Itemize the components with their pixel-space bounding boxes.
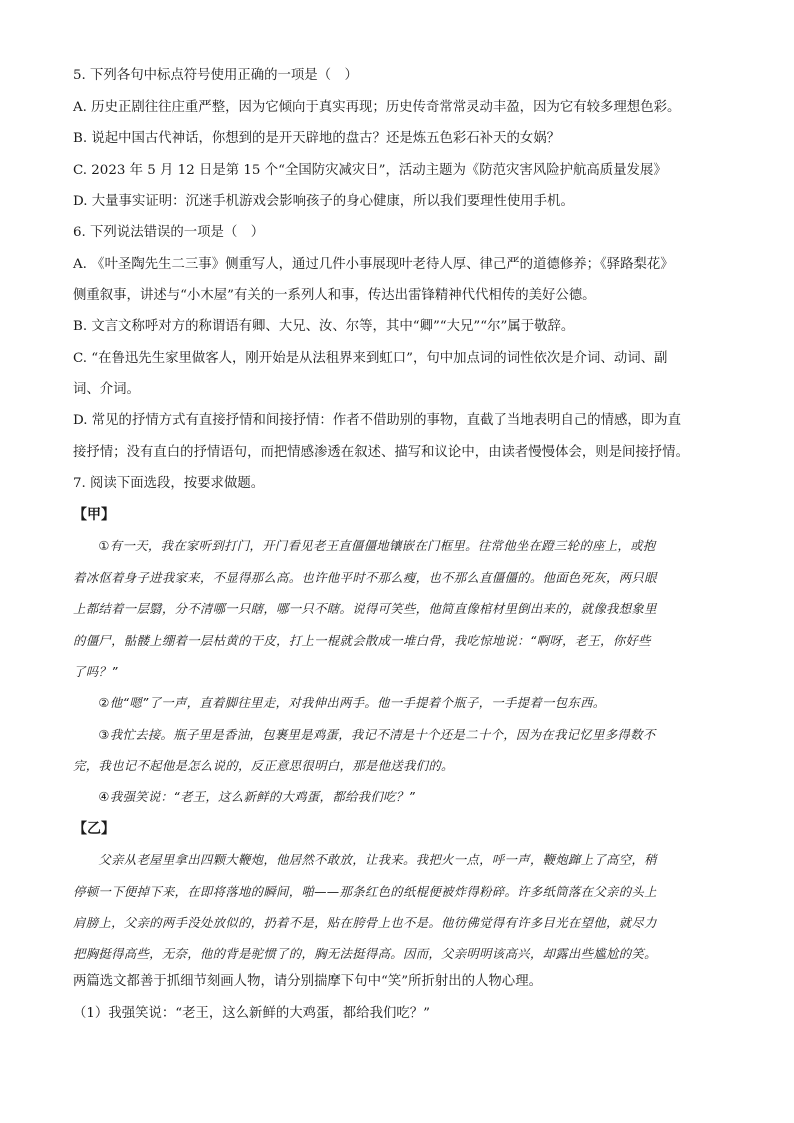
passage-jia-line: ①有一天，我在家听到打门，开门看见老王直僵僵地镶嵌在门框里。往常他坐在蹬三轮的座上，或抱 (73, 538, 656, 553)
passage-jia-line: ③我忙去接。瓶子里是香油，包裹里是鸡蛋，我记不清是十个还是二十个，因为在我记忆里多得数不 (73, 727, 656, 742)
passage-yi-line: 把胸挺得高些，无奈，他的背是驼惯了的，胸无法挺得高。因而，父亲明明该高兴，却露出些尴尬的笑。 (73, 946, 657, 961)
question-5-option-d: D. 大量事实证明：沉迷手机游戏会影响孩子的身心健康，所以我们要理性使用手机。 (73, 194, 574, 209)
question-7-stem: 7. 阅读下面选段，按要求做题。 (73, 476, 265, 491)
question-5-option-a: A. 历史正剧往往庄重严整，因为它倾向于真实再现；历史传奇常常灵动丰盈，因为它有较多理想色彩。 (73, 100, 681, 115)
passage-jia-line: 了吗？” (73, 664, 118, 679)
question-6-option-b: B. 文言文称呼对方的称谓语有卿、大兄、汝、尔等，其中“卿”“大兄”“尔”属于敬辞。 (73, 319, 575, 334)
question-6-option-a-line1: A. 《叶圣陶先生二三事》侧重写人，通过几件小事展现叶老待人厚、律己严的道德修养；《驿路梨花》 (73, 257, 674, 272)
passage-jia-line: ②他“嗯”了一声，直着脚往里走，对我伸出两手。他一手提着个瓶子，一手提着一包东西。 (73, 695, 606, 710)
passage-jia-line: ④我强笑说：“老王，这么新鲜的大鸡蛋，都给我们吃？” (73, 789, 416, 804)
question-7-subquestion-1: （1）我强笑说：“老王，这么新鲜的大鸡蛋，都给我们吃？” (73, 1006, 430, 1021)
question-6-option-d-line1: D. 常见的抒情方式有直接抒情和间接抒情：作者不借助别的事物，直截了当地表明自己的情感，即为直 (73, 413, 681, 428)
question-6-option-d-line2: 接抒情；没有直白的抒情语句，而把情感渗透在叙述、描写和议论中，由读者慢慢体会，则是间接抒情。 (73, 445, 689, 460)
passage-yi-line: 停顿一下便掉下来，在即将落地的瞬间，啪——那条红色的纸棍便被炸得粉碎。许多纸筒落在父亲的头上 (73, 884, 657, 899)
question-6-option-c-line2: 词、介词。 (73, 382, 140, 397)
question-5-stem: 5. 下列各句中标点符号使用正确的一项是（ ） (73, 68, 358, 83)
passage-jia-line: 着冰伛着身子进我家来，不显得那么高。也许他平时不那么瘦，也不那么直僵僵的。他面色死灰，两只眼 (73, 570, 657, 585)
passage-yi-line: 肩膀上，父亲的两手没处放似的，扔着不是，贴在胯骨上也不是。他彷佛觉得有许多目光在望他，就尽力 (73, 915, 657, 930)
question-6-option-c-line1: C. “在鲁迅先生家里做客人，刚开始是从法租界来到虹口”，句中加点词的词性依次是介词、动词、副 (73, 351, 668, 366)
passage-jia-label: 【甲】 (73, 507, 115, 523)
passage-jia-line: 完，我也记不起他是怎么说的，反正意思很明白，那是他送我们的。 (73, 758, 454, 773)
question-6-option-a-line2: 侧重叙事，讲述与“小木屋”有关的一系列人和事，传达出雷锋精神代代相传的美好公德。 (73, 288, 596, 303)
passage-jia-line: 的僵尸，骷髅上绷着一层枯黄的干皮，打上一棍就会散成一堆白骨，我吃惊地说：“啊呀，老王，你好些 (73, 633, 651, 648)
passage-jia-line: 上都结着一层翳，分不清哪一只瞎，哪一只不瞎。说得可笑些，他简直像棺材里倒出来的，就像我想象里 (73, 601, 657, 616)
question-7-instruction: 两篇选文都善于抓细节刻画人物，请分别揣摩下句中“笑”所折射出的人物心理。 (73, 974, 542, 989)
question-5-option-c: C. 2023 年 5 月 12 日是第 15 个“全国防灾减灾日”，活动主题为《防范灾害风险护航高质量发展》 (73, 163, 667, 178)
question-6-stem: 6. 下列说法错误的一项是（ ） (73, 225, 265, 240)
passage-yi-label: 【乙】 (73, 821, 115, 837)
passage-yi-line: 父亲从老屋里拿出四颗大鞭炮，他居然不敢放，让我来。我把火一点，呼一声，鞭炮蹿上了高空，稍 (73, 852, 657, 867)
question-5-option-b: B. 说起中国古代神话，你想到的是开天辟地的盘古？还是炼五色彩石补天的女娲？ (73, 131, 561, 146)
